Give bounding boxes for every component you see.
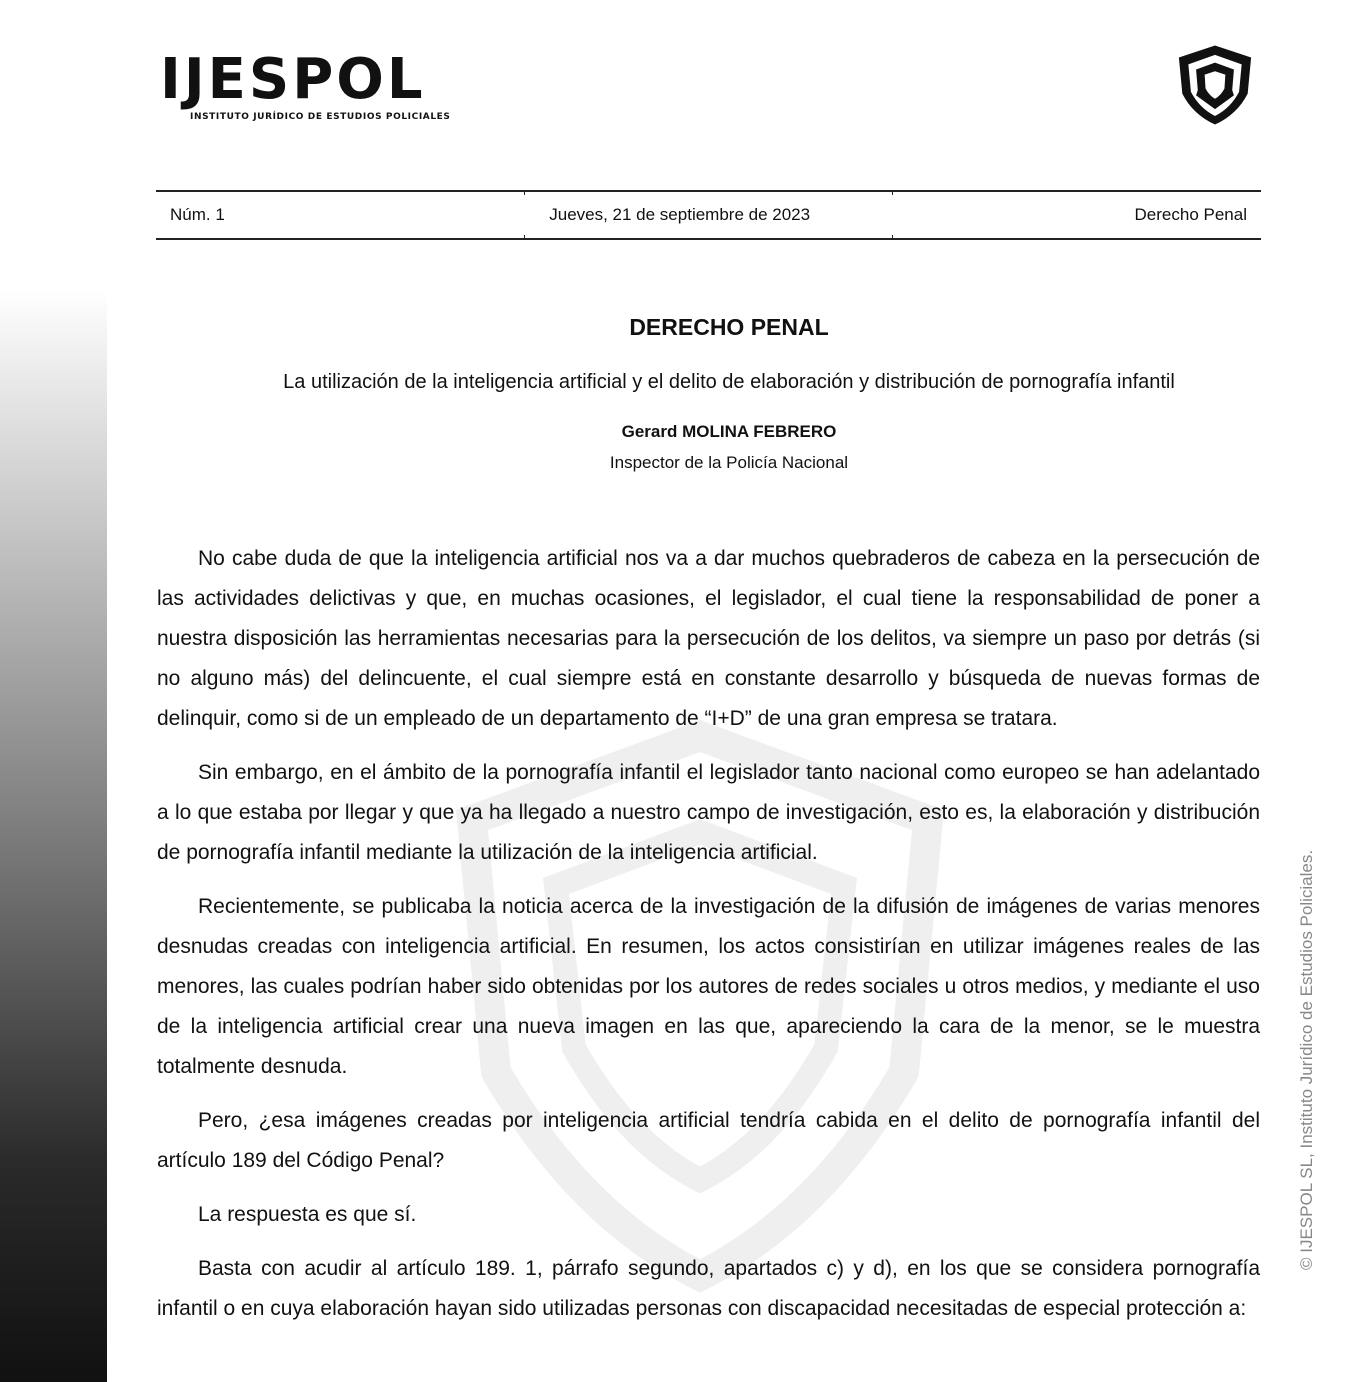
issue-section: Derecho Penal [1134,205,1247,224]
divider-tick [892,235,893,240]
issue-number: Núm. 1 [170,205,225,224]
left-gradient-bar [0,290,107,1382]
copyright-notice: © IJESPOL SL, Instituto Jurídico de Estudios Policiales. [1297,849,1316,1270]
shield-icon [1172,42,1258,128]
body-paragraph: Sin embargo, en el ámbito de la pornografía infantil el legislador tanto nacional como europeo se han adelantado a lo que estaba por llegar y que ya ha llegado a nuestro campo de investigación, esto es, la elaboración y distribución de pornografía infantil mediante la utilización de la inteligencia artificial. [157,761,1260,864]
divider-tick [524,190,525,195]
body-paragraph: La respuesta es que sí. [198,1203,417,1226]
article-author: Gerard MOLINA FEBRERO [621,422,837,441]
issue-meta-bar [156,190,1261,240]
article-subtitle: La utilización de la inteligencia artificial y el delito de elaboración y distribución de pornografía infantil [283,371,1175,393]
body-paragraph: Recientemente, se publicaba la noticia acerca de la investigación de la difusión de imágenes de varias menores desnudas creadas con inteligencia artificial. En resumen, los actos consistirían en utilizar imágenes reales de las menores, las cuales podrían haber sido obtenidas por los autores de redes sociales u otros medios, y mediante el uso de la inteligencia artificial crear una nueva imagen en las que, apareciendo la cara de la menor, se le muestra totalmente desnuda. [157,895,1260,1078]
body-paragraph: Basta con acudir al artículo 189. 1, párrafo segundo, apartados c) y d), en los que se considera pornografía infantil o en cuya elaboración hayan sido utilizadas personas con discapacidad necesitadas de especial protección a: [157,1257,1260,1320]
body-paragraph: Pero, ¿esa imágenes creadas por inteligencia artificial tendría cabida en el delito de pornografía infantil del artículo 189 del Código Penal? [157,1109,1260,1172]
issue-date: Jueves, 21 de septiembre de 2023 [549,205,811,224]
body-paragraph: No cabe duda de que la inteligencia artificial nos va a dar muchos quebraderos de cabeza en la persecución de las actividades delictivas y que, en muchas ocasiones, el legislador, el cual tiene la responsabilidad de poner a nuestra disposición las herramientas necesarias para la persecución de los delitos, va siempre un paso por detrás (si no alguno más) del delincuente, el cual siempre está en constante desarrollo y búsqueda de nuevas formas de delinquir, como si de un empleado de un departamento de “I+D” de una gran empresa se tratara. [157,547,1260,730]
brand-tagline: INSTITUTO JURÍDICO DE ESTUDIOS POLICIALES [190,112,451,122]
author-role: Inspector de la Policía Nacional [609,453,849,472]
article-heading: DERECHO PENAL [629,314,829,340]
brand-logo [160,47,451,122]
divider-tick [892,190,893,195]
brand-name: IJESPOL [160,47,426,112]
divider-tick [524,235,525,240]
article-body [157,539,1260,1343]
